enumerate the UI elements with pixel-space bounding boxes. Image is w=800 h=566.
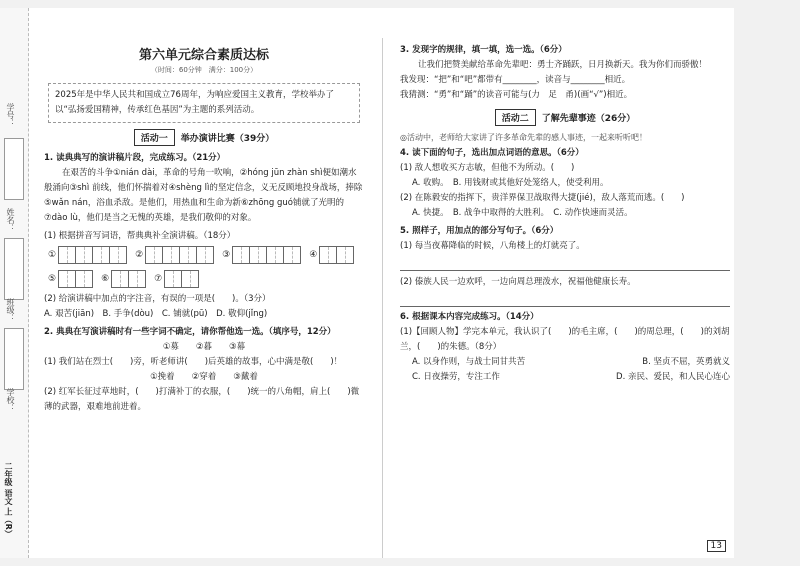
q1-passage: 在艰苦的斗争①nián dài，革命的号角一吹响，②hóng jūn zhàn shì便如潮水般涌向③shì 前线，他们怀揣着对④shèng lì的坚定信念，义无反顾地投身战场，捧除⑤wǎn nán，浴血杀敌。是他们，用热血和生命为新⑥zhōng guó铺就了光明的⑦dào lù，他们是当之无愧的英雄，是我们敬仰的对象。 <box>44 168 363 223</box>
column-divider <box>382 38 383 558</box>
q4-s1: (1) 敌人想收买方志敏，但他不为所动。( ) <box>400 163 575 173</box>
activity2-header <box>400 109 730 126</box>
q6-stem: 6. 根据课本内容完成练习。（14分） <box>400 312 539 322</box>
page-title: 第六单元综合素质达标 <box>138 48 269 63</box>
q5-stem: 5. 照样子，用加点的部分写句子。（6分） <box>400 226 559 236</box>
q6-option-c: C. 日夜操劳，专注工作 <box>412 372 500 382</box>
q6-options-row1 <box>400 355 730 370</box>
grid-label: ⑤ <box>48 274 57 284</box>
grid-item-6 <box>101 270 146 288</box>
q2-options1: ①募 ②暮 ③幕 <box>162 342 246 352</box>
writing-cells[interactable] <box>146 246 214 264</box>
q1-sub1: (1) 根据拼音写词语，帮典典补全演讲稿。（18分） <box>44 231 236 241</box>
grid-item-3 <box>222 246 301 264</box>
q5-s1: (1) 每当夜幕降临的时候，八角楼上的灯就亮了。 <box>400 241 585 251</box>
q6-option-a: A. 以身作则，与战士同甘共苦 <box>412 357 526 367</box>
grid-label: ⑥ <box>101 274 110 284</box>
page-number: 13 <box>707 540 726 552</box>
activity1-title: 举办演讲比赛（39分） <box>180 134 275 144</box>
q4-s1-options: A. 收购。 B. 用钱财或其他好处笼络人，使受利用。 <box>412 178 609 188</box>
q4-s2-options: A. 快捷。 B. 战争中取得的大胜利。 C. 动作快速而灵活。 <box>412 208 633 218</box>
q4-stem: 4. 读下面的句子，选出加点词语的意思。（6分） <box>400 148 584 158</box>
q2-s2: (2) 红军长征过草地时，( )打满补丁的衣服，( )统一的八角帽，肩上( )微薄的武器，艰难地前进着。 <box>44 387 360 412</box>
q6-option-d: D. 亲民、爱民，和人民心连心 <box>616 372 730 382</box>
intro-text: 2025年是中华人民共和国成立76周年，为响应爱国主义教育，学校举办了以“弘扬爱国精神，传承红色基因”为主题的系列活动。 <box>48 83 360 123</box>
activity2-tag: 活动二 <box>495 109 536 126</box>
grid-item-2 <box>135 246 214 264</box>
grid-label: ⑦ <box>154 274 163 284</box>
q3-stem: 3. 发现字的规律，填一填，选一选。（6分） <box>400 45 567 55</box>
class-field[interactable] <box>4 328 24 390</box>
grid-label: ④ <box>309 250 318 260</box>
writing-cells[interactable] <box>233 246 301 264</box>
q6-s1: (1)【回顾人物】学完本单元，我认识了( )的毛主席，( )的周总理，( )的刘胡兰，( )的朱德。（8分） <box>400 327 730 352</box>
writing-cells[interactable] <box>59 246 127 264</box>
school-label: 学校： <box>6 388 15 412</box>
grid-item-1 <box>48 246 127 264</box>
q3-sentence: 让我们把赞美献给革命先辈吧：勇士齐踊跃，日月换新天。我为你们而骄傲！ <box>418 60 708 70</box>
writing-cells[interactable] <box>165 270 199 288</box>
writing-cells[interactable] <box>112 270 146 288</box>
grade-label: 二年级 语文 上（R） <box>4 462 13 538</box>
activity2-title: 了解先辈事迹（26分） <box>541 114 636 124</box>
grid-item-5 <box>48 270 93 288</box>
grid-item-4 <box>309 246 354 264</box>
exam-time-info: （时间：60分钟 满分：100分） <box>150 66 258 74</box>
student-id-label: 学号： <box>6 103 15 127</box>
name-field[interactable] <box>4 238 24 300</box>
q3-guess: 我猜测：“勇”和“踊”的读音可能与(力 足 甬)(画“√”)相近。 <box>400 90 633 100</box>
q4-s2: (2) 在陈毅安的指挥下，贵洋界保卫战取得大捷(jié)，敌人落荒而逃。( ) <box>400 193 685 203</box>
left-column <box>44 38 364 415</box>
q2-options2: ①挽着 ②穿着 ③戴着 <box>150 372 258 382</box>
activity1-header <box>44 129 364 146</box>
q1-stem: 1. 读典典写的演讲稿片段，完成练习。（21分） <box>44 153 226 163</box>
q6-option-b: B. 坚贞不屈，英勇就义 <box>642 357 730 367</box>
q1-sub2: (2) 给演讲稿中加点的字注音，有误的一项是( )。（3分） <box>44 294 271 304</box>
q6-options-row2 <box>400 370 730 385</box>
name-label: 姓名： <box>6 208 15 232</box>
answer-line-1[interactable] <box>400 256 730 271</box>
class-label: 班级： <box>6 298 15 322</box>
writing-cells[interactable] <box>59 270 93 288</box>
writing-cells[interactable] <box>320 246 354 264</box>
q2-stem: 2. 典典在写演讲稿时有一些字词不确定，请你帮他选一选。（填序号，12分） <box>44 327 336 337</box>
q5-s2: (2) 傣族人民一边欢呼，一边向周总理泼水，祝福他健康长寿。 <box>400 277 636 287</box>
binding-gutter <box>0 8 29 558</box>
pinyin-writing-grid <box>48 246 364 288</box>
q1-sub2-options: A. 艰苦(jiān) B. 手争(dòu) C. 铺就(pū) D. 敬仰(jǐng) <box>44 309 268 319</box>
activity1-tag: 活动一 <box>134 129 175 146</box>
q2-s1: (1) 我们站在烈士( )旁，听老师讲( )后英雄的故事，心中满是敬( )！ <box>44 357 343 367</box>
grid-label: ① <box>48 250 57 260</box>
activity2-note: ◎活动中，老师给大家讲了许多革命先辈的感人事迹，一起来听听吧！ <box>400 133 647 142</box>
grid-label: ③ <box>222 250 231 260</box>
student-id-field[interactable] <box>4 138 24 200</box>
grid-item-7 <box>154 270 199 288</box>
worksheet-page <box>14 8 734 558</box>
right-column <box>400 38 730 385</box>
grid-label: ② <box>135 250 144 260</box>
answer-line-2[interactable] <box>400 292 730 307</box>
q3-find: 我发现：“把”和“吧”都带有________，读音与________相近。 <box>400 75 631 85</box>
